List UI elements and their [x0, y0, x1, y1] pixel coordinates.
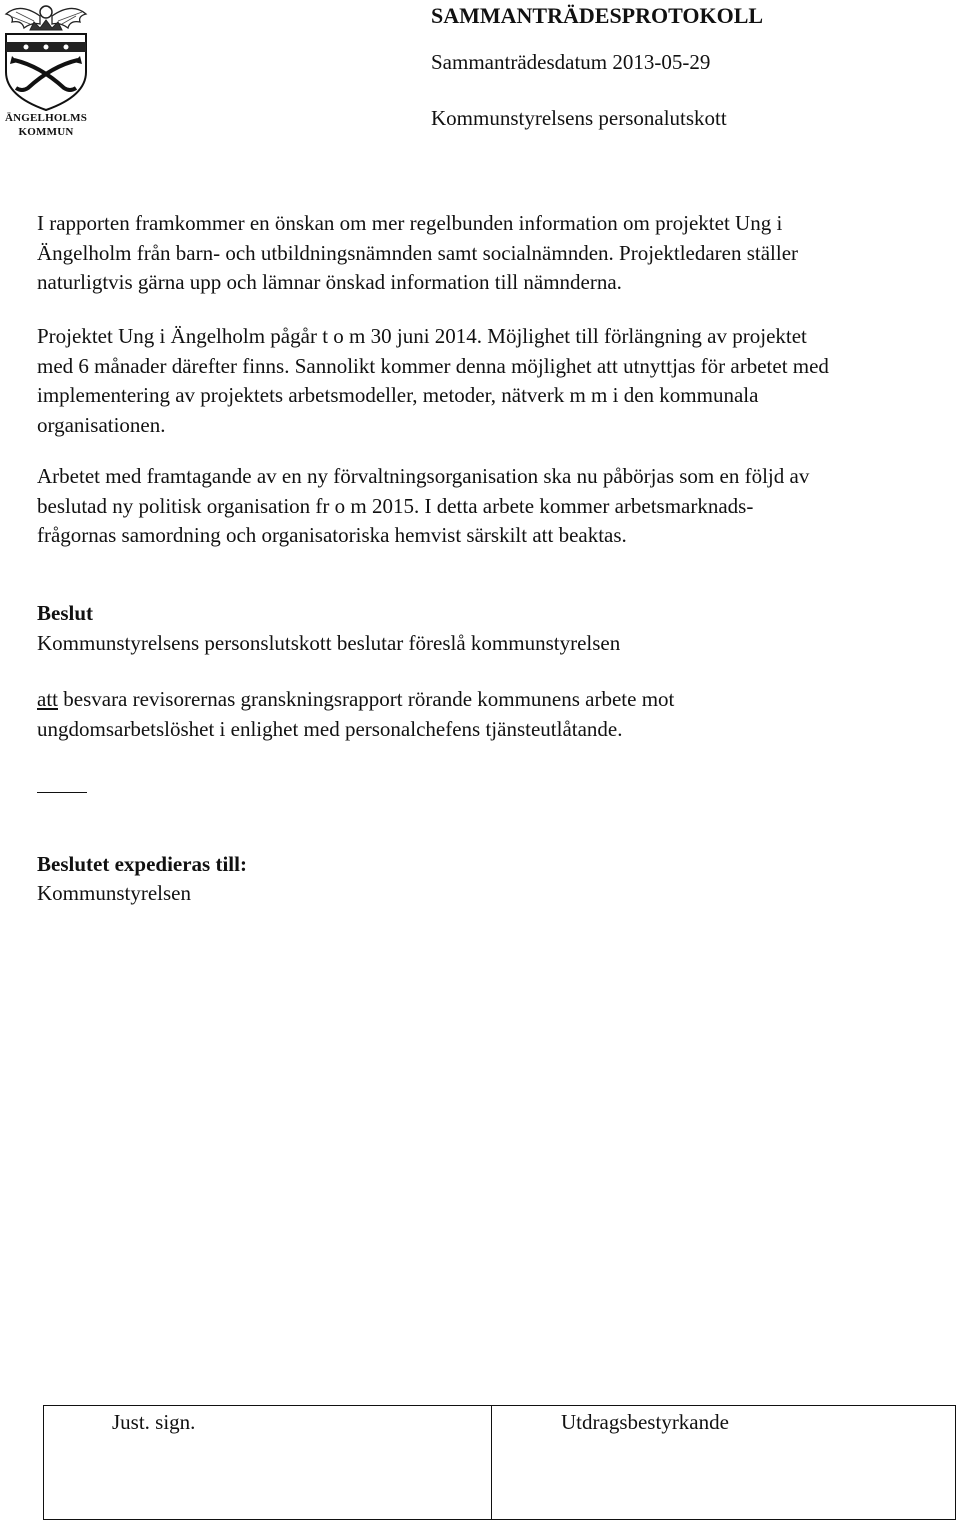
- decision-clause-text: besvara revisorernas granskningsrapport rörande kommunens arbete mot ungdomsarbetslöshet i enlighet med personalchefens tjänsteutlåtande.: [37, 687, 675, 741]
- expedition-recipient: Kommunstyrelsen: [37, 881, 191, 905]
- signature-box: [43, 1405, 956, 1520]
- att-word: att: [37, 687, 58, 711]
- coat-of-arms-icon: [0, 0, 92, 112]
- committee-name: Kommunstyrelsens personalutskott: [431, 106, 727, 130]
- logo-text-line2: KOMMUN: [18, 126, 74, 138]
- decision-heading: Beslut: [37, 601, 94, 625]
- document-title: SAMMANTRÄDESPROTOKOLL: [431, 3, 764, 28]
- meeting-date: Sammanträdesdatum 2013-05-29: [431, 50, 711, 74]
- signature-divider: [491, 1406, 492, 1519]
- paragraph-organisation: Arbetet med framtagande av en ny förvaltningsorganisation ska nu påbörjas som en följd av beslutad ny politisk organisation fr o m 2015. I detta arbete kommer arbetsmarknads- frågornas samordning och organisatoriska hemvist särskilt att beaktas.: [37, 464, 810, 547]
- paragraph-report: I rapporten framkommer en önskan om mer regelbunden information om projektet Ung i Ängelholm från barn- och utbildningsnämnden samt socialnämnden. Projektledaren ställer naturligtvis gärna upp och lämnar önskad information till nämnderna.: [37, 211, 799, 294]
- logo-text-line1: ÄNGELHOLMS: [4, 112, 88, 124]
- utdragsbestyrkande-label: Utdragsbestyrkande: [561, 1410, 729, 1434]
- decision-intro: Kommunstyrelsens personslutskott beslutar föreslå kommunstyrelsen: [37, 631, 621, 655]
- expedition-heading: Beslutet expedieras till:: [37, 852, 247, 876]
- municipality-logo: [0, 0, 92, 150]
- separator-line: [37, 792, 87, 793]
- decision-clause: [37, 685, 942, 744]
- paragraph-project: Projektet Ung i Ängelholm pågår t o m 30 juni 2014. Möjlighet till förlängning av projektet med 6 månader därefter finns. Sannolikt kommer denna möjlighet att utnyttjas för arbetet med implementering av projektets arbetsmodeller, metoder, nätverk m m i den kommunala organisationen.: [37, 324, 829, 437]
- just-sign-label: Just. sign.: [112, 1410, 196, 1434]
